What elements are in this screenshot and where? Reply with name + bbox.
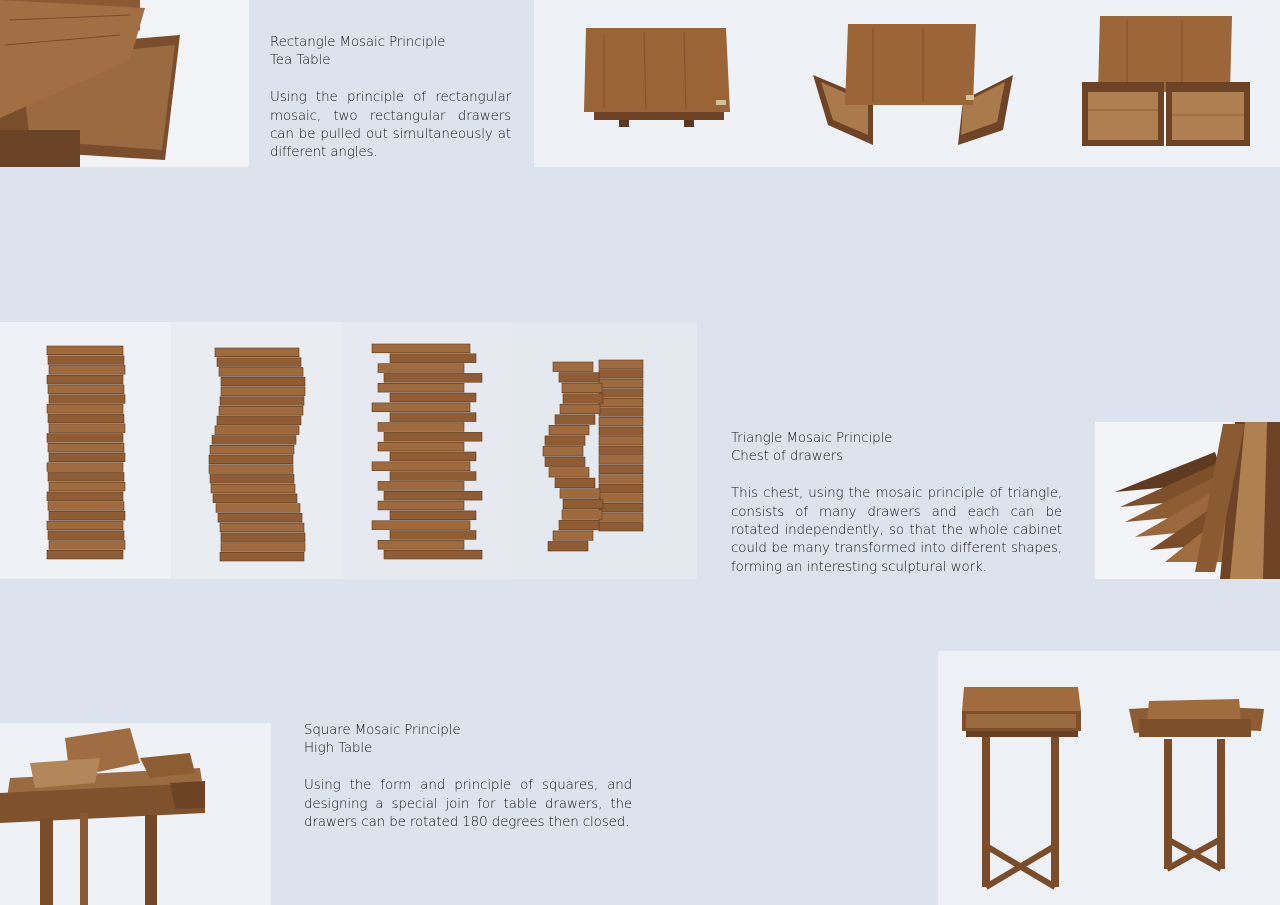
- chest-rotated-drawers-photo: [343, 322, 511, 579]
- chest-sculptural-photo: [511, 322, 697, 579]
- tea-table-drawers-open-photo: [783, 0, 1032, 167]
- tea-table-drawer-closeup-photo: [0, 0, 249, 167]
- triangle-title: Triangle Mosaic Principle: [731, 431, 893, 446]
- rectangle-title: Rectangle Mosaic Principle: [270, 35, 446, 50]
- rectangle-text-block: [270, 34, 511, 163]
- chest-spiral-top-view-photo: [1095, 422, 1280, 579]
- triangle-subtitle: Chest of drawers: [731, 449, 844, 465]
- square-title: Square Mosaic Principle: [304, 723, 461, 738]
- triangle-description: This chest, using the mosaic principle of triangle, consists of many drawers and each can be rotated independently, so that the whole cabinet could be many transformed into different shapes, forming an interesting sculptural work.: [731, 486, 1062, 575]
- square-text-block: [304, 722, 632, 832]
- high-table-drawer-rotated-photo: [1109, 651, 1280, 905]
- high-table-closed-photo: [938, 651, 1109, 905]
- chest-twisted-photo: [171, 322, 343, 579]
- tea-table-drawers-side-photo: [1032, 0, 1280, 167]
- tea-table-closed-photo: [534, 0, 783, 167]
- triangle-text-block: [731, 430, 1062, 577]
- high-table-top-closeup-photo: [0, 723, 271, 905]
- square-description: Using the form and principle of squares, and designing a special join for table drawers, the drawers can be rotated 180 degrees then closed.: [304, 778, 632, 831]
- rectangle-subtitle: Tea Table: [270, 53, 331, 69]
- rectangle-description: Using the principle of rectangular mosaic, two rectangular drawers can be pulled out simultaneously at different angles.: [270, 90, 511, 161]
- chest-closed-photo: [0, 322, 171, 579]
- square-subtitle: High Table: [304, 741, 373, 757]
